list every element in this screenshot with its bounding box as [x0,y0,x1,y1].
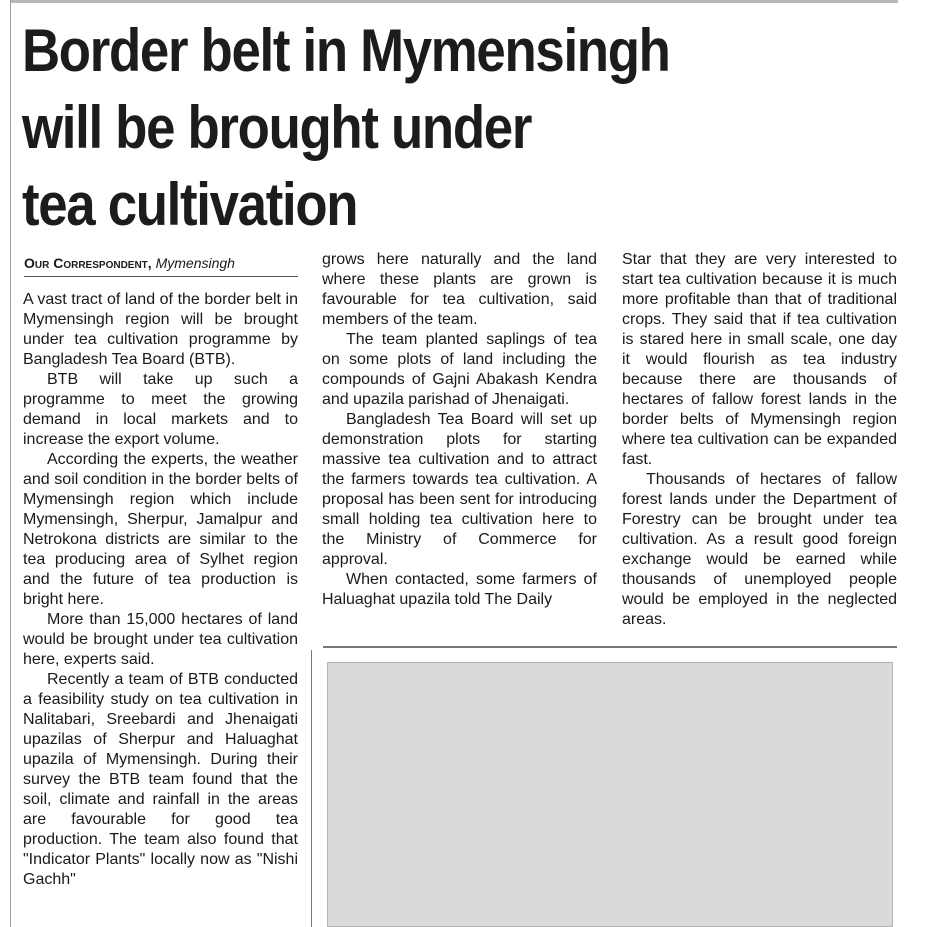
left-border-rule [10,0,11,927]
headline-line: Border belt in Mymensingh [22,17,670,84]
photo-placeholder [327,662,893,927]
headline-line: tea cultivation [22,171,358,238]
paragraph: According the experts, the weather and soil condition in the border belts of Mymensingh region which include Mymensingh, Sherpur, Jamalpur and Netrokona districts are similar to the tea producing area of Sylhet region and the future of tea production is bright here. [23,451,298,608]
paragraph: Recently a team of BTB conducted a feasibility study on tea cultivation in Nalitabari, Sreebardi and Jhenaigati upazilas of Sherpur and Haluaghat upazila of Mymensingh. During their survey the BTB team found that the soil, climate and rainfall in the areas are favourable for good tea production. The team also found that "Indicator Plants" locally now as "Nishi Gachh" [23,671,298,888]
byline-location: Mymensingh [155,255,235,271]
paragraph: More than 15,000 hectares of land would be brought under tea cultivation here, experts said. [23,611,298,668]
paragraph: BTB will take up such a programme to meet the growing demand in local markets and to increase the export volume. [23,371,298,448]
byline [24,254,298,277]
headline-line: will be brought under [22,94,532,161]
headline [22,12,796,243]
article-column-3 [622,250,897,630]
article-column-2 [322,250,597,610]
paragraph: A vast tract of land of the border belt in Mymensingh region will be brought under tea cultivation programme by Bangladesh Tea Board (BTB). [23,291,298,368]
column-divider [311,650,312,927]
paragraph: grows here naturally and the land where these plants are grown is favourable for tea cultivation, said members of the team. [322,251,597,328]
article-column-1 [23,290,298,890]
top-border-rule [10,0,898,3]
paragraph: Bangladesh Tea Board will set up demonstration plots for starting massive tea cultivation and to attract the farmers towards tea cultivation. A proposal has been sent for introducing small holding tea cultivation here to the Ministry of Commerce for approval. [322,411,597,568]
paragraph: When contacted, some farmers of Haluaghat upazila told The Daily [322,571,597,608]
paragraph: The team planted saplings of tea on some plots of land including the compounds of Gajni Abakash Kendra and upazila parishad of Jhenaigati. [322,331,597,408]
paragraph: Thousands of hectares of fallow forest lands under the Department of Forestry can be brought under tea cultivation. As a result good foreign exchange would be earned while thousands of unemployed people would be employed in the neglected areas. [622,471,897,628]
section-divider [323,646,897,648]
byline-author: Our Correspondent, [24,255,152,271]
paragraph: Star that they are very interested to start tea cultivation because it is much more profitable than that of traditional crops. They said that if tea cultivation is stared here in small scale, one day it would flourish as tea industry because there are thousands of hectares of fallow forest lands in the border belts of Mymensingh region where tea cultivation can be expanded fast. [622,251,897,468]
